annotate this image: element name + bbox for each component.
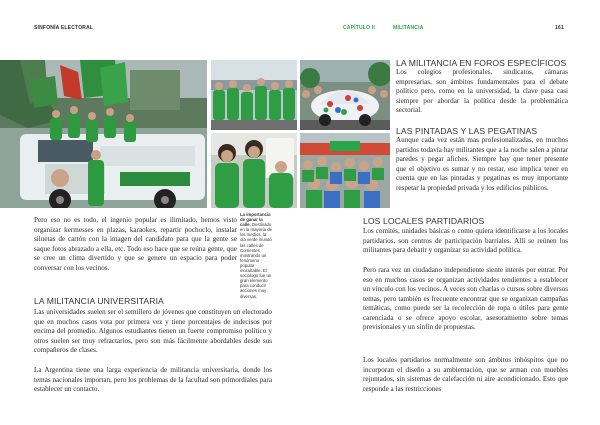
supporters-truck-photo — [0, 60, 207, 208]
running-header-chapter: CAPÍTULO II — [343, 25, 375, 31]
section-title-universitaria: LA MILITANCIA UNIVERSITARIA — [34, 296, 164, 306]
section-title-pintadas: LAS PINTADAS Y LAS PEGATINAS — [396, 126, 538, 136]
foros-paragraph: Los colegios profesionales, sindicatos, cámaras empresarias, son ámbitos fundamentales para el debate político pero, como en la universidad, la clave pasa casi siempre por abordar la política desde la problemática sectorial. — [396, 68, 568, 115]
decorated-car-photo — [300, 60, 390, 130]
intro-paragraph: Pero eso no es todo, el ingenio popular es ilimitado, hemos visto organizar kermesses en plazas, karaokes, repartir pochoclo, instalar siluetas de cartón con la imagen del candidato para que la gente se saque fotos abrazado a ella, etc. Todo eso hace que se reúna gente, que se cree un clima divertido y que se genere un espacio para poder conversar con los vecinos. — [34, 216, 237, 272]
locales-paragraph-1: Los comités, unidades básicas o como quiera identificarse a los locales partidarios, son centros de participación barriales. Allí se reúnen los militantes para debatir y organizar su actividad política. — [363, 227, 568, 255]
section-title-foros: LA MILITANCIA EN FOROS ESPECÍFICOS — [396, 58, 567, 68]
universitaria-paragraph-2: La Argentina tiene una larga experiencia de militancia universitaria, donde los temas nacionales importan, pero los problemas de la facultad son primordiales para establecer un contacto. — [34, 366, 272, 394]
pintadas-paragraph: Aunque cada vez están mas profesionalizadas, en muchos partidos todavía hay militantes que a la noche salen a pintar paredes y pegar afiches. Siempre hay que tener presente que el objetivo es sumar y no restar, eso implica tener en cuenta que en las pintadas y pegatinas es muy importante respetar la propiedad privada y los edificios públicos. — [396, 136, 568, 192]
running-header-section: MILITANCIA — [393, 25, 424, 31]
locales-paragraph-3: Los locales partidarios normalmente son ámbitos inhóspitos que no incorporan el diseño a su ambientación, que se arman con muebles rejuntados, sin sistemas de calefacción ni aire acondicionado. Esto que responde a las restricciones — [363, 356, 568, 393]
photo-caption — [240, 212, 272, 299]
locales-paragraph-2: Pero rara vez un ciudadano independiente siente interés por entrar. Por eso en muchos casos se organizan actividades tendientes a establecer un vínculo con los vecinos. A veces son charlas o cursos sobre diversos temas, pero también es frecuente encontrar que se organizan campañas temáticas, como puede ser la recolección de ropa o útiles para gente carenciada o se ofrece apoyo escolar, asesoramiento sobre temas previsionales y un sinfín de propuestas. — [363, 266, 568, 332]
universitaria-paragraph-1: Las universidades suelen ser el semillero de jóvenes que constituyen un electorado que en muchos casos vota por primera vez y tiene porcentajes de indecisos por encima del promedio. Algunos estudiantes tienen un fuerte compromiso político y otros suelen ser muy refractarios, pero son más fácilmente abordables desde sus compañeros de clases. — [34, 308, 272, 355]
caption-body: Destinado en la mayoría de los medios, la ola verde inundó las calles de Corrientes mostrando un fenómeno popular inocultable. El sociólogo fue un gran elemento para conducir acciones muy diversas. — [240, 222, 273, 299]
running-header-title: SINFONÍA ELECTORAL — [34, 25, 94, 31]
volunteers-green-photo — [211, 60, 297, 130]
caption-title: La importancia de ganar la calle. — [240, 212, 271, 228]
page-number: 161 — [555, 25, 564, 31]
section-title-locales: LOS LOCALES PARTIDARIOS — [363, 216, 485, 226]
crowd-rally-photo — [300, 133, 390, 208]
women-green-shirts-photo — [211, 133, 297, 208]
